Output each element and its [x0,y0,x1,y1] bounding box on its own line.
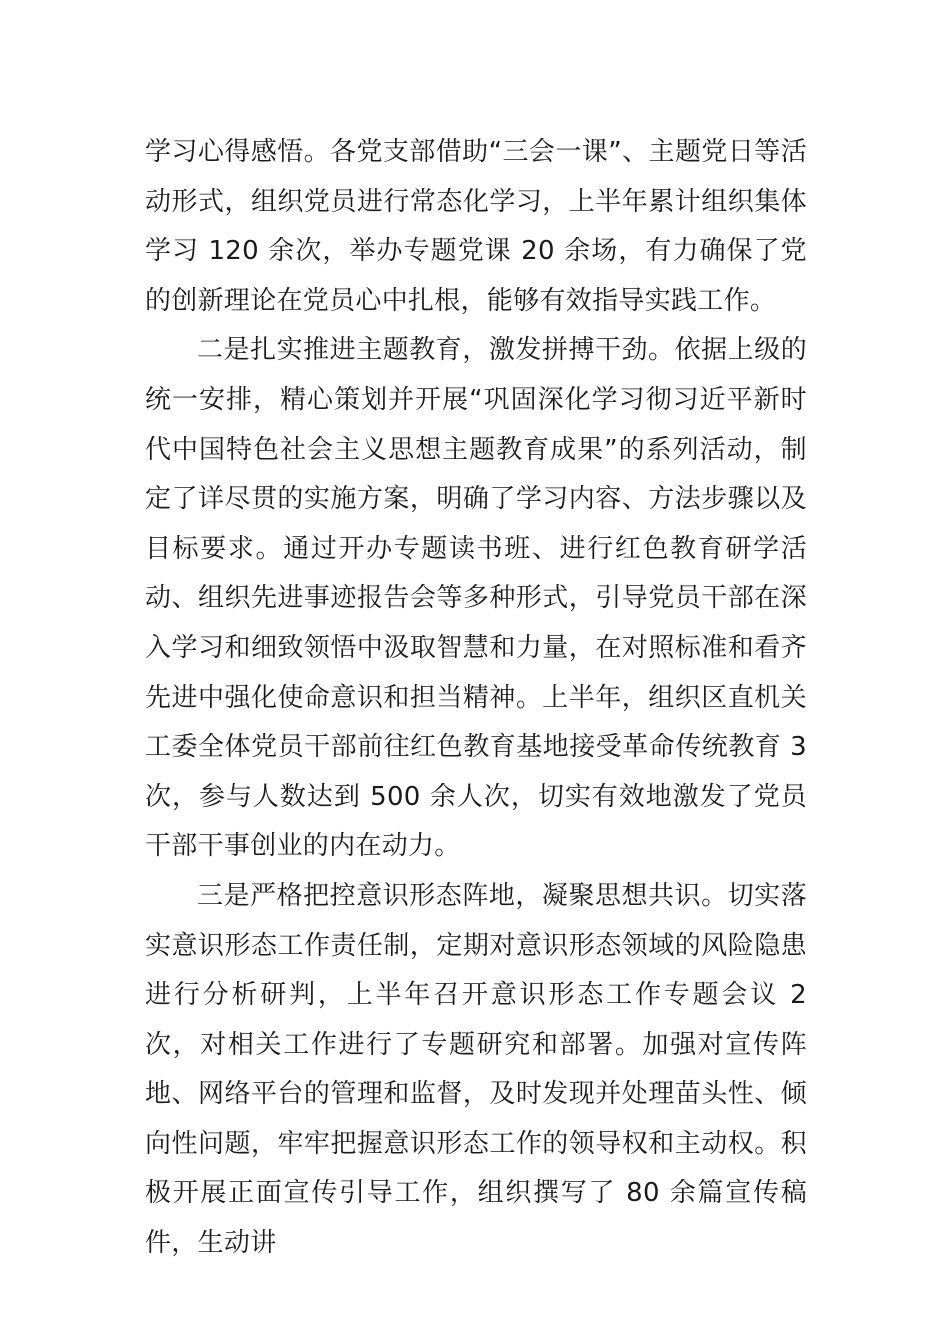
document-body [145,128,807,1269]
paragraph-2: 二是扎实推进主题教育，激发拼搏干劲。依据上级的统一安排，精心策划并开展“巩固深化学习彻习近平新时代中国特色社会主义思想主题教育成果”的系列活动，制定了详尽贯的实施方案，明确了学习内容、方法步骤以及目标要求。通过开办专题读书班、进行红色教育研学活动、组织先进事迹报告会等多种形式，引导党员干部在深入学习和细致领悟中汲取智慧和力量，在对照标准和看齐先进中强化使命意识和担当精神。上半年，组织区直机关工委全体党员干部前往红色教育基地接受革命传统教育 3 次，参与人数达到 500 余人次，切实有效地激发了党员干部干事创业的内在动力。 [145,335,807,862]
paragraph-1: 学习心得感悟。各党支部借助“三会一课”、主题党日等活动形式，组织党员进行常态化学习，上半年累计组织集体学习 120 余次，举办专题党课 20 余场，有力确保了党的创新理论在党员心中扎根，能够有效指导实践工作。 [145,137,807,316]
paragraph-3: 三是严格把控意识形态阵地，凝聚思想共识。切实落实意识形态工作责任制，定期对意识形态领域的风险隐患进行分析研判，上半年召开意识形态工作专题会议 2 次，对相关工作进行了专题研究和部署。加强对宣传阵地、网络平台的管理和监督，及时发现并处理苗头性、倾向性问题，牢牢把握意识形态工作的领导权和主动权。积极开展正面宣传引导工作，组织撰写了 80 余篇宣传稿件，生动讲 [145,880,807,1259]
